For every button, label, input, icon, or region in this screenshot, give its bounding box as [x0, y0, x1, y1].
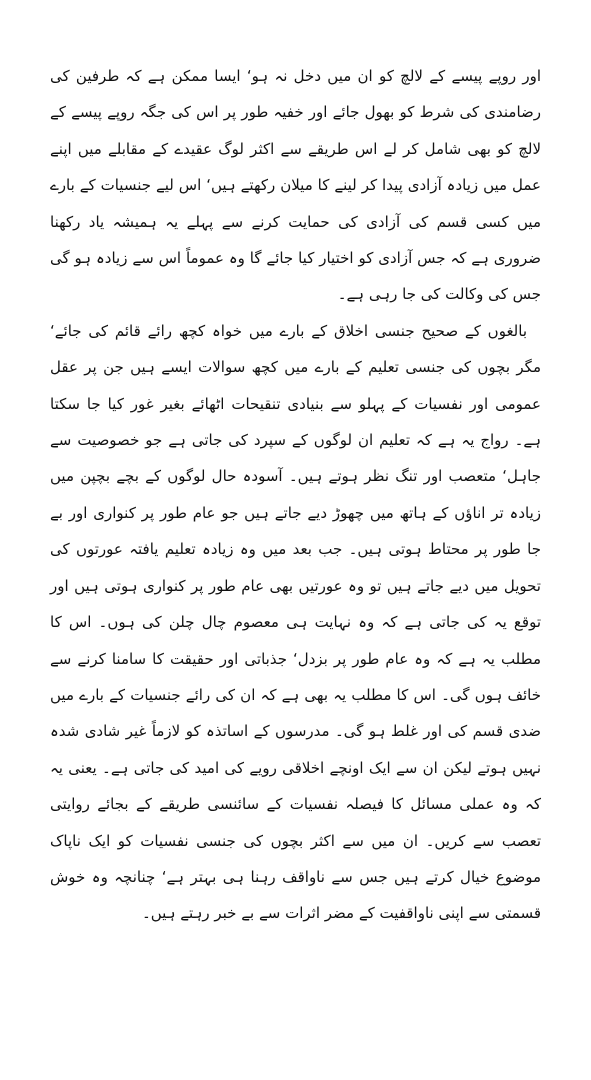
- paragraph-1: اور روپے پیسے کے لالچ کو ان میں دخل نہ ہو‘ ایسا ممکن ہے کہ طرفین کی رضامندی کی شرط کو بھول جائے اور خفیہ طور پر اس کی جگہ روپے پیسے کے لالچ کو بھی شامل کر لے اس طریقے سے اکثر لوگ عقیدے کے مقابلے میں اپنے عمل میں زیادہ آزادی پیدا کر لینے کا میلان رکھتے ہیں‘ اس لیے جنسیات کے بارے میں کسی قسم کی آزادی کی حمایت کرنے سے پہلے یہ ہمیشہ یاد رکھنا ضروری ہے کہ جس آزادی کو اختیار کیا جائے گا وہ عموماً اس سے زیادہ ہو گی جس کی وکالت کی جا رہی ہے۔: [50, 67, 541, 304]
- paragraph-2: بالغوں کے صحیح جنسی اخلاق کے بارے میں خواہ کچھ رائے قائم کی جائے‘ مگر بچوں کی جنسی تعلیم کے بارے میں کچھ سوالات ایسے ہیں جن پر عقل عمومی اور نفسیات کے پہلو سے بنیادی تنقیحات اٹھائے بغیر غور کیا جا سکتا ہے۔ رواج یہ ہے کہ تعلیم ان لوگوں کے سپرد کی جاتی ہے جو خصوصیت سے جاہل‘ متعصب اور تنگ نظر ہوتے ہیں۔ آسودہ حال لوگوں کے بچے بچپن میں زیادہ تر اناؤں کے ہاتھ میں چھوڑ دیے جاتے ہیں جو عام طور پر کنواری اور بے جا طور پر محتاط ہوتی ہیں۔ جب بعد میں وہ زیادہ تعلیم یافتہ عورتوں کی تحویل میں دیے جاتے ہیں تو وہ عورتیں بھی عام طور پر کنواری ہوتی ہیں اور توقع یہ کی جاتی ہے کہ وہ نہایت ہی معصوم چال چلن کی ہوں۔ اس کا مطلب یہ ہے کہ وہ عام طور پر بزدل‘ جذباتی اور حقیقت کا سامنا کرنے سے خائف ہوں گی۔ اس کا مطلب یہ بھی ہے کہ ان کی رائے جنسیات کے بارے میں ضدی قسم کی اور غلط ہو گی۔ مدرسوں کے اساتذہ کو لازماً غیر شادی شدہ نہیں ہوتے لیکن ان سے ایک اونچے اخلاقی رویے کی امید کی جاتی ہے۔ یعنی یہ کہ وہ عملی مسائل کا فیصلہ نفسیات کے سائنسی طریقے کے بجائے روایتی تعصب سے کریں۔ ان میں سے اکثر بچوں کی جنسی نفسیات کو ایک ناپاک موضوع خیال کرتے ہیں جس سے ناواقف رہنا ہی بہتر ہے‘ چنانچہ وہ خوش قسمتی سے اپنی ناواقفیت کے مضر اثرات سے بے خبر رہتے ہیں۔: [50, 321, 541, 923]
- body-text: [50, 58, 541, 932]
